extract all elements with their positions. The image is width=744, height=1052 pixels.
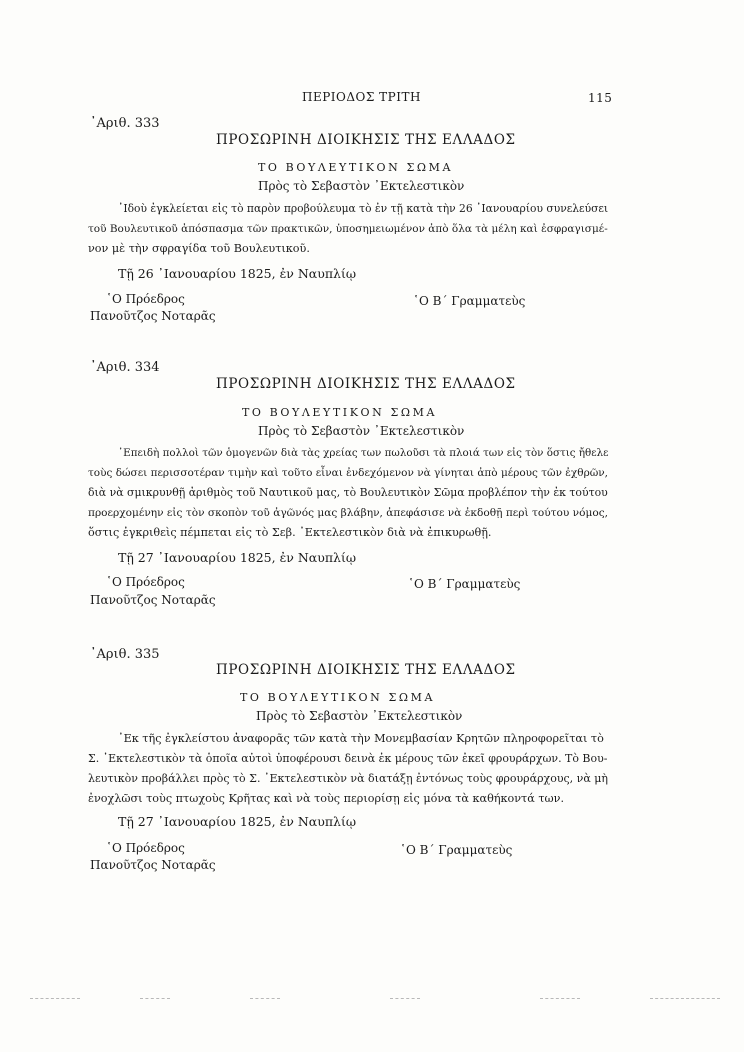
text-line: ἐνοχλῶσι τοὺς πτωχοὺς Κρῆτας καὶ νὰ τοὺς περιορίσῃ εἰς μόνα τὰ καθήκοντά των. <box>88 792 565 805</box>
scan-mark <box>250 998 280 1000</box>
secretary-title: ῾Ο Β´ Γραμματεὺς <box>413 294 526 308</box>
president-title: ῾Ο Πρόεδρος <box>106 292 185 306</box>
document-date: Τῇ 27 ᾿Ιανουαρίου 1825, ἐν Ναυπλίῳ <box>118 550 357 565</box>
secretary-title: ῾Ο Β´ Γραμματεὺς <box>400 843 513 857</box>
president-name: Πανοῦτζος Νοταρᾶς <box>90 593 216 607</box>
text-line: διὰ νὰ σμικρυνθῇ ἀριθμὸς τοῦ Ναυτικοῦ μας, τὸ Βουλευτικὸν Σῶμα προβλέπον τὴν ἐκ τούτου <box>88 486 608 499</box>
document-text <box>88 729 608 809</box>
text-line: νον μὲ τὴν σφραγίδα τοῦ Βουλευτικοῦ. <box>88 242 310 255</box>
president-name: Πανοῦτζος Νοταρᾶς <box>90 309 216 323</box>
scan-mark <box>390 998 420 1000</box>
document-number: ᾿Αριθ. 335 <box>90 647 160 662</box>
document-date: Τῇ 27 ᾿Ιανουαρίου 1825, ἐν Ναυπλίῳ <box>118 814 357 829</box>
scan-mark <box>650 998 720 1000</box>
body-heading: ΤΟ ΒΟΥΛΕΥΤΙΚΟΝ ΣΩΜΑ <box>240 691 435 704</box>
text-line: τοὺς δώσει περισσοτέραν τιμὴν καὶ τοῦτο εἶναι ἐνδεχόμενον νὰ γίνηται ἀπὸ μέρους τῶν ἐχθρῶν, <box>88 467 609 479</box>
text-line: Σ. ᾿Εκτελεστικὸν τὰ ὁποῖα αὐτοὶ ὑποφέρουσι δεινὰ ἐκ μέρους τῶν ἐκεῖ φρουράρχων. Τὸ Βου- <box>88 752 608 765</box>
document-text <box>88 443 608 543</box>
text-line: προερχομένην εἰς τὸν σκοπὸν τοῦ ἀγῶνός μας βλάβην, ἀπεφάσισε νὰ ἐκδοθῇ περὶ τούτου νόμος, <box>88 507 608 519</box>
scan-mark <box>540 998 580 1000</box>
addressee: Πρὸς τὸ Σεβαστὸν ᾿Εκτελεστικὸν <box>256 709 463 723</box>
text-line: ὅστις ἐγκριθεὶς πέμπεται εἰς τὸ Σεβ. ᾿Εκτελεστικὸν διὰ νὰ ἐπικυρωθῇ. <box>88 526 492 539</box>
body-heading: ΤΟ ΒΟΥΛΕΥΤΙΚΟΝ ΣΩΜΑ <box>258 161 453 174</box>
text-line: ᾿Ιδοὺ ἐγκλείεται εἰς τὸ παρὸν προβούλευμα τὸ ἐν τῇ κατὰ τὴν 26 ᾿Ιανουαρίου συνελεύσει <box>118 202 609 215</box>
government-heading: ΠΡΟΣΩΡΙΝΗ ΔΙΟΙΚΗΣΙΣ ΤΗΣ ΕΛΛΑΔΟΣ <box>216 132 516 148</box>
text-line: λευτικὸν προβάλλει πρὸς τὸ Σ. ᾿Εκτελεστικὸν νὰ διατάξῃ ἐντόνως τοὺς φρουράρχους, νὰ μὴ <box>88 772 609 785</box>
president-title: ῾Ο Πρόεδρος <box>106 575 185 589</box>
president-name: Πανοῦτζος Νοταρᾶς <box>90 858 216 872</box>
document-number: ᾿Αριθ. 333 <box>90 116 160 131</box>
document-date: Τῇ 26 ᾿Ιανουαρίου 1825, ἐν Ναυπλίῳ <box>118 266 357 281</box>
page-number: 115 <box>588 91 613 105</box>
text-line: ᾿Εκ τῆς ἐγκλείστου ἀναφορᾶς τῶν κατὰ τὴν Μονεμβασίαν Κρητῶν πληροφορεῖται τὸ <box>118 732 604 745</box>
document-text <box>88 199 608 259</box>
government-heading: ΠΡΟΣΩΡΙΝΗ ΔΙΟΙΚΗΣΙΣ ΤΗΣ ΕΛΛΑΔΟΣ <box>216 662 516 678</box>
addressee: Πρὸς τὸ Σεβαστὸν ᾿Εκτελεστικὸν <box>258 424 465 438</box>
scan-mark <box>30 998 80 1000</box>
text-line: τοῦ Βουλευτικοῦ ἀπόσπασμα τῶν πρακτικῶν, ὑποσημειωμένον ἀπὸ ὅλα τὰ μέλη καὶ ἐσφραγισμέ- <box>88 223 608 235</box>
running-title: ΠΕΡΙΟΔΟΣ ΤΡΙΤΗ <box>302 90 421 104</box>
president-title: ῾Ο Πρόεδρος <box>106 841 185 855</box>
addressee: Πρὸς τὸ Σεβαστὸν ᾿Εκτελεστικὸν <box>258 179 465 193</box>
text-line: ᾿Επειδὴ πολλοὶ τῶν ὁμογενῶν διὰ τὰς χρείας των πωλοῦσι τὰ πλοιά των εἰς τὸν ὅστις ἤθελε <box>118 447 609 459</box>
body-heading: ΤΟ ΒΟΥΛΕΥΤΙΚΟΝ ΣΩΜΑ <box>242 406 437 419</box>
document-number: ᾿Αριθ. 334 <box>90 360 160 375</box>
government-heading: ΠΡΟΣΩΡΙΝΗ ΔΙΟΙΚΗΣΙΣ ΤΗΣ ΕΛΛΑΔΟΣ <box>216 376 516 392</box>
secretary-title: ῾Ο Β´ Γραμματεὺς <box>408 577 521 591</box>
scan-mark <box>140 998 170 1000</box>
